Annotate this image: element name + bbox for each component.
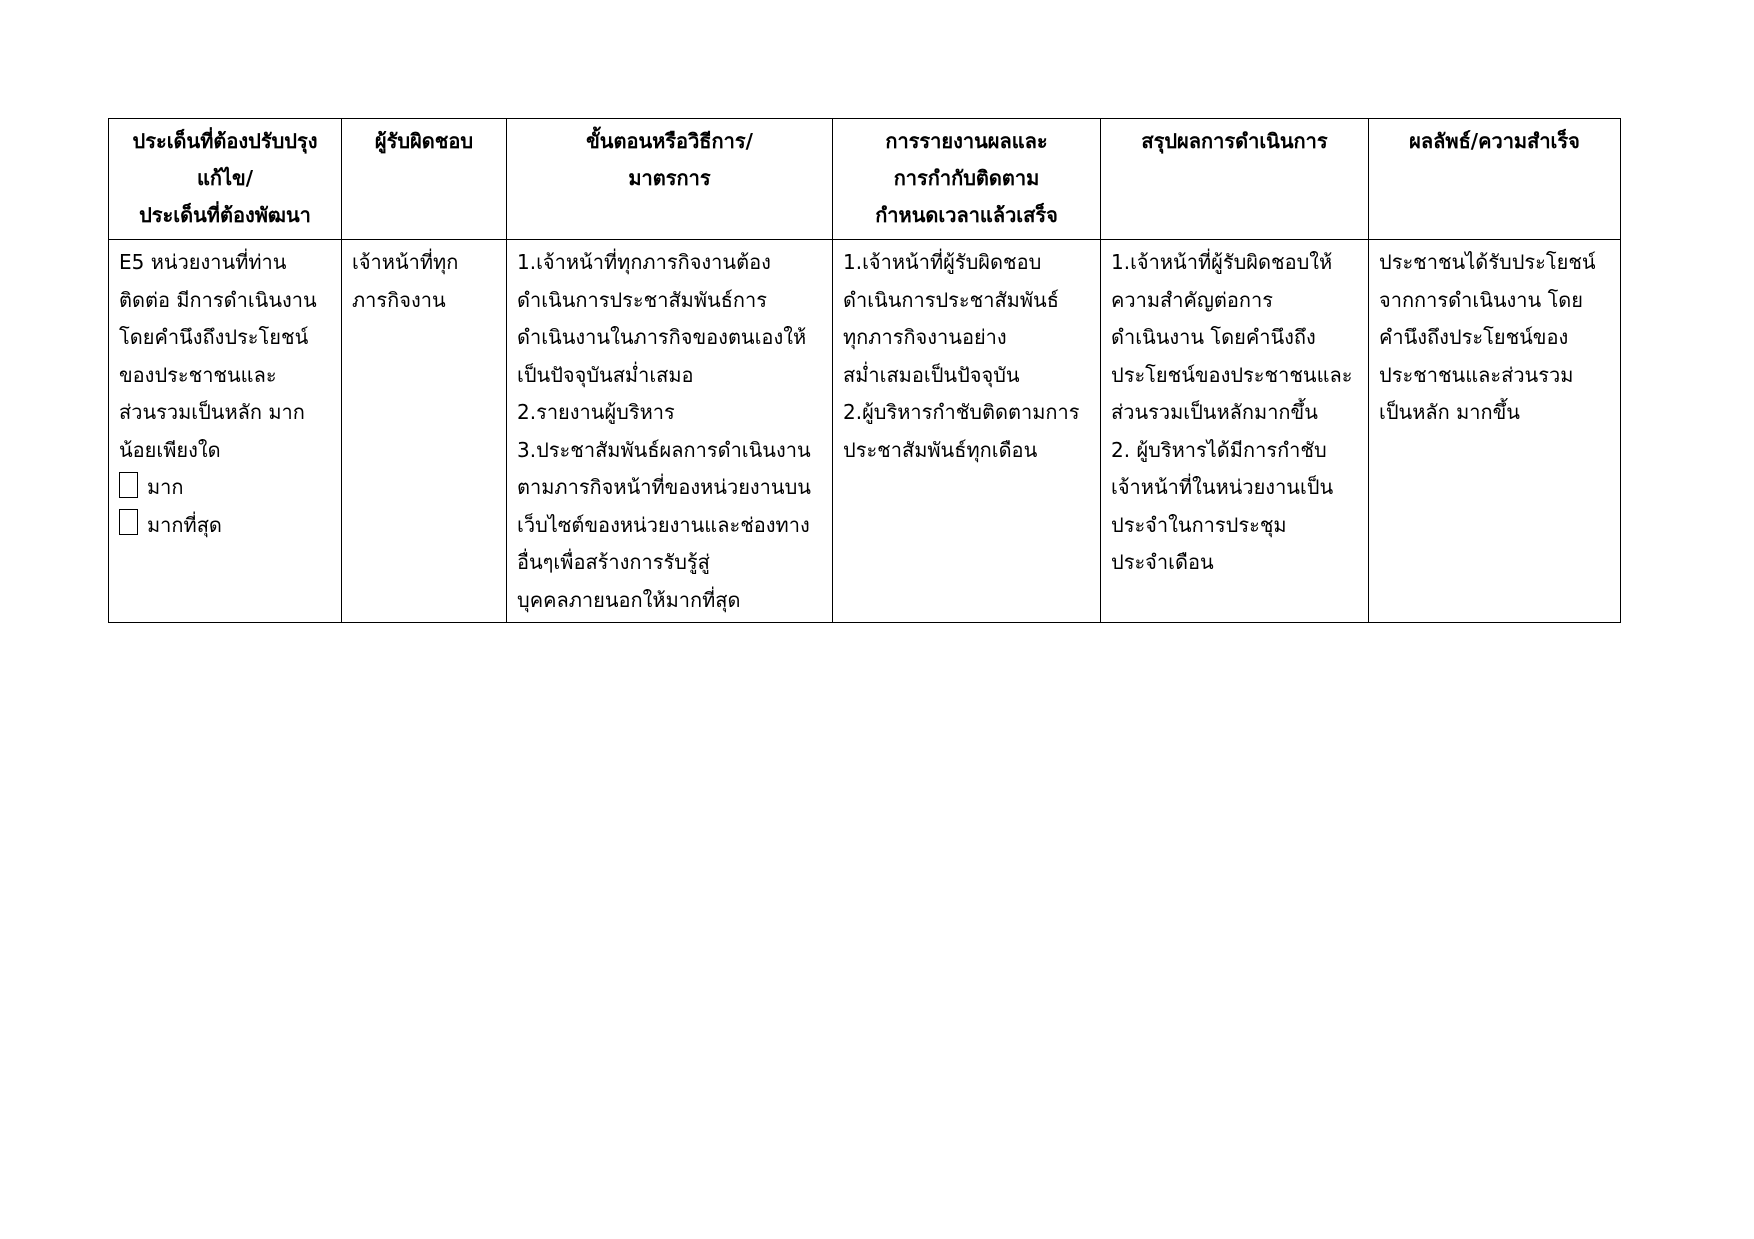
- cell-responsible: เจ้าหน้าที่ทุก ภารกิจงาน: [342, 240, 507, 623]
- header-row: [109, 119, 1621, 240]
- option-mak: [119, 469, 335, 507]
- cell-summary: 1.เจ้าหน้าที่ผู้รับผิดชอบให้ ความสำคัญต่อการ ดำเนินงาน โดยคำนึงถึง ประโยชน์ของประชาชนและ ส่วนรวมเป็นหลักมากขึ้น 2. ผู้บริหารได้มีการกำชับ เจ้าหน้าที่ในหน่วยงานเป็น ประจำในการประชุม ประจำเดือน: [1101, 240, 1369, 623]
- option-mak-thi-sut: [119, 507, 335, 545]
- cell-issue: E5 หน่วยงานที่ท่าน ติดต่อ มีการดำเนินงาน โดยคำนึงถึงประโยชน์ ของประชาชนและ ส่วนรวมเป็นหลัก มาก น้อยเพียงใด มาก มากที่สุด: [109, 240, 342, 623]
- header-summary: สรุปผลการดำเนินการ: [1101, 119, 1369, 240]
- improvement-plan-table: [108, 118, 1621, 623]
- table-row: [109, 240, 1621, 623]
- checkbox-mak: [119, 472, 138, 498]
- cell-steps: 1.เจ้าหน้าที่ทุกภารกิจงานต้อง ดำเนินการประชาสัมพันธ์การ ดำเนินงานในภารกิจของตนเองให้ เป็นปัจจุบันสม่ำเสมอ 2.รายงานผู้บริหาร 3.ประชาสัมพันธ์ผลการดำเนินงาน ตามภารกิจหน้าที่ของหน่วยงานบน เว็บไซต์ของหน่วยงานและช่องทาง อื่นๆเพื่อสร้างการรับรู้สู่ บุคคลภายนอกให้มากที่สุด: [507, 240, 833, 623]
- checkbox-mak-thi-sut: [119, 509, 138, 535]
- cell-reporting: 1.เจ้าหน้าที่ผู้รับผิดชอบ ดำเนินการประชาสัมพันธ์ ทุกภารกิจงานอย่าง สม่ำเสมอเป็นปัจจุบัน 2.ผู้บริหารกำชับติดตามการ ประชาสัมพันธ์ทุกเดือน: [833, 240, 1101, 623]
- cell-results: ประชาชนได้รับประโยชน์ จากการดำเนินงาน โดย คำนึงถึงประโยชน์ของ ประชาชนและส่วนรวม เป็นหลัก มากขึ้น: [1369, 240, 1621, 623]
- option-mak-label: มาก: [147, 475, 184, 499]
- header-responsible: ผู้รับผิดชอบ: [342, 119, 507, 240]
- header-issue: ประเด็นที่ต้องปรับปรุง แก้ไข/ ประเด็นที่ต้องพัฒนา: [109, 119, 342, 240]
- option-mak-thi-sut-label: มากที่สุด: [147, 512, 222, 537]
- header-reporting: การรายงานผลและ การกำกับติดตาม กำหนดเวลาแล้วเสร็จ: [833, 119, 1101, 240]
- header-results: ผลลัพธ์/ความสำเร็จ: [1369, 119, 1621, 240]
- header-steps: ขั้นตอนหรือวิธีการ/ มาตรการ: [507, 119, 833, 240]
